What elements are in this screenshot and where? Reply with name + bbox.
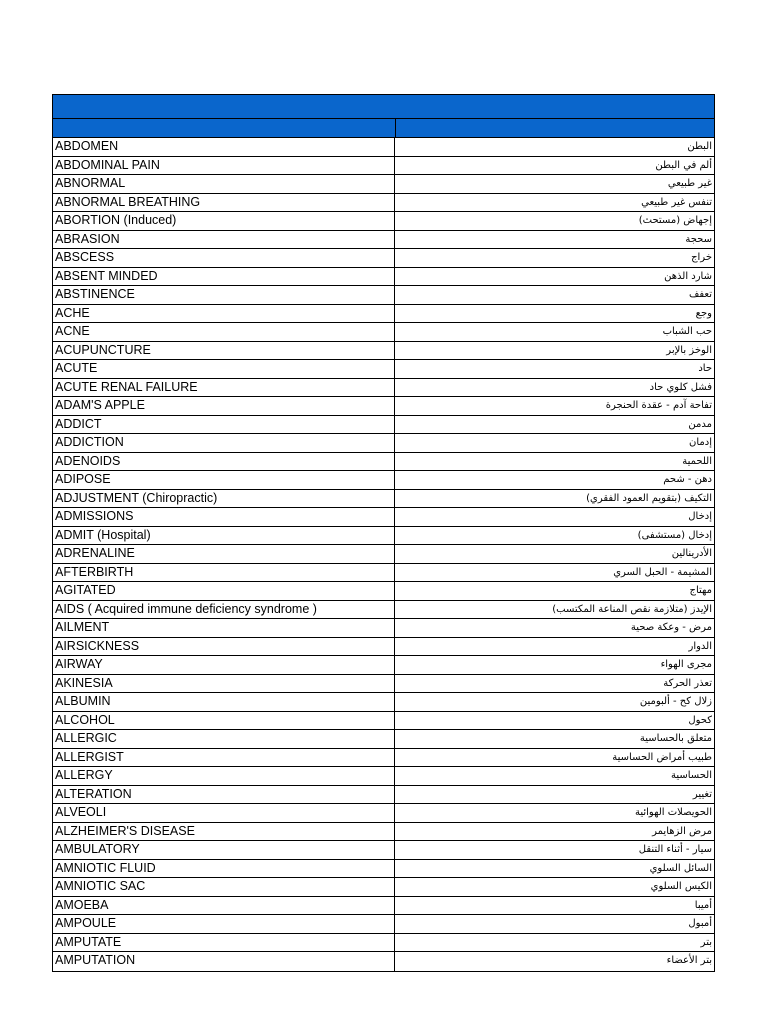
table-row	[53, 249, 714, 268]
header-arabic-column	[396, 119, 714, 137]
english-term: ACUTE RENAL FAILURE	[53, 379, 395, 397]
arabic-translation: مرض - وعكة صحية	[630, 622, 712, 633]
table-row	[53, 952, 714, 971]
english-term: ABNORMAL	[53, 175, 395, 193]
english-term: ABDOMEN	[53, 138, 395, 156]
arabic-translation: غير طبيعي	[667, 178, 712, 189]
english-term: ALLERGY	[53, 767, 395, 785]
arabic-translation: دهن - شحم	[663, 474, 712, 485]
table-row	[53, 897, 714, 916]
arabic-translation: خراج	[691, 252, 712, 263]
arabic-translation: فشل كلوي حاد	[649, 381, 712, 393]
english-term: ABSTINENCE	[53, 286, 395, 304]
table-row	[53, 564, 714, 583]
english-term: AILMENT	[53, 619, 395, 637]
english-term: ADRENALINE	[53, 545, 395, 563]
english-term: ABRASION	[53, 231, 395, 249]
table-row	[53, 212, 714, 231]
arabic-translation: الإيدز (متلازمة نقص المناعة المكتسب)	[552, 603, 712, 615]
table-row	[53, 693, 714, 712]
arabic-translation: متعلق بالحساسية	[639, 733, 712, 744]
english-term: AMNIOTIC SAC	[53, 878, 395, 896]
arabic-translation: ألم في البطن	[655, 159, 712, 171]
english-term: AMPUTATE	[53, 934, 395, 952]
arabic-translation: مهتاج	[689, 585, 712, 596]
english-term: ADENOIDS	[53, 453, 395, 471]
english-term: ABSENT MINDED	[53, 268, 395, 286]
english-term: ADMISSIONS	[53, 508, 395, 526]
table-row	[53, 416, 714, 435]
arabic-translation: شارد الذهن	[664, 270, 712, 282]
english-term: AMPUTATION	[53, 952, 395, 971]
arabic-translation: تغيير	[692, 788, 712, 800]
arabic-translation: زلال كح - ألبومين	[639, 696, 712, 707]
table-row	[53, 157, 714, 176]
table-row	[53, 841, 714, 860]
table-title-bar	[53, 95, 714, 119]
english-term: ACNE	[53, 323, 395, 341]
table-row	[53, 342, 714, 361]
english-term: AMPOULE	[53, 915, 395, 933]
table-row	[53, 675, 714, 694]
arabic-translation: تنفس غير طبيعي	[641, 196, 712, 208]
arabic-translation: الكيس السلوي	[650, 881, 712, 892]
table-row	[53, 305, 714, 324]
arabic-translation: كحول	[688, 714, 712, 726]
table-row	[53, 268, 714, 287]
arabic-translation: مجرى الهواء	[660, 659, 712, 670]
arabic-translation: بتر	[700, 936, 712, 948]
table-row	[53, 490, 714, 509]
arabic-translation: التكيف (بتقويم العمود الفقري)	[586, 492, 712, 504]
english-term: AMBULATORY	[53, 841, 395, 859]
table-row	[53, 934, 714, 953]
table-row	[53, 434, 714, 453]
arabic-translation: تعذر الحركة	[663, 677, 712, 689]
table-row	[53, 638, 714, 657]
arabic-translation: مدمن	[688, 418, 712, 430]
english-term: AIRSICKNESS	[53, 638, 395, 656]
english-term: ACUPUNCTURE	[53, 342, 395, 360]
table-row	[53, 527, 714, 546]
arabic-translation: إجهاض (مستحث)	[638, 215, 712, 226]
english-term: ALVEOLI	[53, 804, 395, 822]
table-row	[53, 730, 714, 749]
table-row	[53, 786, 714, 805]
header-english-column	[53, 119, 396, 137]
english-term: ALBUMIN	[53, 693, 395, 711]
arabic-translation: البطن	[687, 141, 712, 152]
table-row	[53, 767, 714, 786]
arabic-translation: بتر الأعضاء	[666, 955, 712, 966]
arabic-translation: الحويصلات الهوائية	[634, 807, 712, 818]
english-term: ALZHEIMER'S DISEASE	[53, 823, 395, 841]
table-row	[53, 471, 714, 490]
table-row	[53, 749, 714, 768]
arabic-translation: الحساسية	[670, 770, 712, 781]
table-row	[53, 601, 714, 620]
english-term: AFTERBIRTH	[53, 564, 395, 582]
arabic-translation: سيار - أثناء التنقل	[638, 844, 712, 855]
arabic-translation: أميبا	[694, 899, 712, 911]
english-term: ABNORMAL BREATHING	[53, 194, 395, 212]
table-row	[53, 286, 714, 305]
arabic-translation: وجع	[695, 307, 712, 319]
arabic-translation: حاد	[698, 363, 712, 374]
english-term: ABORTION (Induced)	[53, 212, 395, 230]
table-row	[53, 915, 714, 934]
arabic-translation: تعفف	[688, 289, 712, 300]
english-term: AGITATED	[53, 582, 395, 600]
arabic-translation: الأدرينالين	[671, 548, 712, 559]
arabic-translation: المشيمة - الحبل السري	[613, 566, 712, 578]
table-row	[53, 323, 714, 342]
table-row	[53, 508, 714, 527]
table-row	[53, 379, 714, 398]
table-row	[53, 619, 714, 638]
table-body	[53, 138, 714, 971]
table-row	[53, 194, 714, 213]
english-term: ALLERGIC	[53, 730, 395, 748]
english-term: ADDICTION	[53, 434, 395, 452]
english-term: ADAM'S APPLE	[53, 397, 395, 415]
table-row	[53, 545, 714, 564]
arabic-translation: الدوار	[688, 640, 712, 652]
arabic-translation: الوخز بالإبر	[666, 344, 712, 356]
english-term: ADIPOSE	[53, 471, 395, 489]
arabic-translation: إدمان	[689, 437, 712, 448]
arabic-translation: تفاحة آدم - عقدة الحنجرة	[605, 400, 712, 411]
arabic-translation: السائل السلوي	[649, 862, 712, 874]
english-term: AMNIOTIC FLUID	[53, 860, 395, 878]
english-term: ALCOHOL	[53, 712, 395, 730]
table-row	[53, 360, 714, 379]
table-row	[53, 823, 714, 842]
english-term: AKINESIA	[53, 675, 395, 693]
arabic-translation: طبيب أمراض الحساسية	[612, 751, 712, 763]
english-term: ADDICT	[53, 416, 395, 434]
table-row	[53, 175, 714, 194]
table-row	[53, 878, 714, 897]
arabic-translation: أمبول	[688, 918, 712, 929]
english-term: AMOEBA	[53, 897, 395, 915]
english-term: ALLERGIST	[53, 749, 395, 767]
arabic-translation: إدخال (مستشفى)	[637, 529, 712, 541]
table-row	[53, 138, 714, 157]
table-header-row	[53, 119, 714, 138]
arabic-translation: حب الشباب	[662, 326, 712, 337]
english-term: ADJUSTMENT (Chiropractic)	[53, 490, 395, 508]
arabic-translation: مرض الزهايمر	[652, 825, 712, 837]
table-row	[53, 453, 714, 472]
english-term: ABDOMINAL PAIN	[53, 157, 395, 175]
english-term: ADMIT (Hospital)	[53, 527, 395, 545]
table-row	[53, 656, 714, 675]
english-term: AIDS ( Acquired immune deficiency syndrome )	[53, 601, 395, 619]
table-row	[53, 804, 714, 823]
arabic-translation: إدخال	[688, 511, 712, 522]
table-row	[53, 582, 714, 601]
english-term: AIRWAY	[53, 656, 395, 674]
arabic-translation: سحجة	[685, 233, 712, 245]
english-term: ACHE	[53, 305, 395, 323]
english-term: ALTERATION	[53, 786, 395, 804]
table-row	[53, 712, 714, 731]
table-row	[53, 231, 714, 250]
glossary-table	[52, 94, 715, 972]
english-term: ABSCESS	[53, 249, 395, 267]
table-row	[53, 397, 714, 416]
english-term: ACUTE	[53, 360, 395, 378]
arabic-translation: اللحمية	[682, 455, 712, 467]
table-row	[53, 860, 714, 879]
